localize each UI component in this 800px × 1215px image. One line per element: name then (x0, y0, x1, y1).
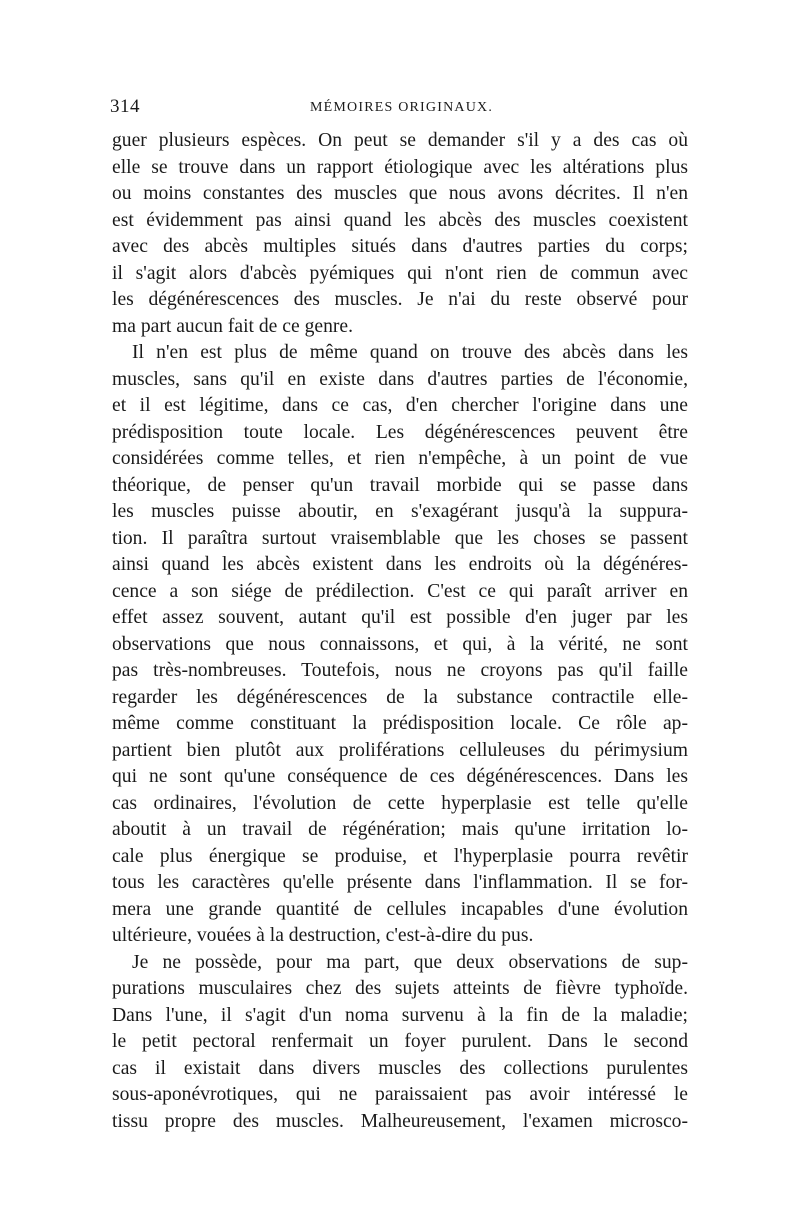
text-line: muscles, sans qu'il en existe dans d'autres parties de l'économie, (112, 368, 688, 390)
text-line: prédisposition toute locale. Les dégénérescences peuvent être (112, 421, 688, 443)
text-line: cence a son siége de prédilection. C'est ce qui paraît arriver en (112, 580, 688, 602)
running-title: MÉMOIRES ORIGINAUX. (310, 100, 494, 115)
text-line: considérées comme telles, et rien n'empêche, à un point de vue (112, 448, 688, 469)
text-line: cas ordinaires, l'évolution de cette hyperplasie est telle qu'elle (112, 792, 688, 814)
text-line: même comme constituant la prédisposition locale. Ce rôle ap- (112, 713, 688, 734)
text-line: Je ne possède, pour ma part, que deux observations de sup- (132, 951, 688, 973)
text-line: ultérieure, vouées à la destruction, c'est-à-dire du pus. (112, 925, 534, 946)
text-line: tissu propre des muscles. Malheureusement, l'examen microsco- (112, 1110, 688, 1132)
text-line: cas il existait dans divers muscles des collections purulentes (112, 1057, 688, 1079)
text-line: tous les caractères qu'elle présente dans l'inflammation. Il se for- (112, 872, 688, 893)
text-line: et il est légitime, dans ce cas, d'en chercher l'origine dans une (112, 395, 688, 416)
text-line: théorique, de penser qu'un travail morbide qui se passe dans (112, 474, 688, 496)
text-line: Dans l'une, il s'agit d'un noma survenu à la fin de la maladie; (112, 1004, 688, 1026)
text-line: ainsi quand les abcès existent dans les endroits où la dégénéres- (112, 554, 688, 575)
running-head (110, 96, 688, 124)
text-line: observations que nous connaissons, et qui, à la vérité, ne sont (112, 633, 688, 655)
text-line: Il n'en est plus de même quand on trouve des abcès dans les (132, 342, 688, 363)
text-line: sous-aponévrotiques, qui ne paraissaient pas avoir intéressé le (112, 1084, 688, 1105)
text-line: le petit pectoral renfermait un foyer purulent. Dans le second (112, 1031, 688, 1052)
text-line: qui ne sont qu'une conséquence de ces dégénérescences. Dans les (112, 766, 688, 787)
text-line: elle se trouve dans un rapport étiologique avec les altérations plus (112, 156, 688, 178)
text-line: regarder les dégénérescences de la substance contractile elle- (112, 686, 688, 708)
text-line: est évidemment pas ainsi quand les abcès des muscles coexistent (112, 209, 688, 231)
page-number: 314 (110, 96, 140, 117)
text-line: tion. Il paraîtra surtout vraisemblable que les choses se passent (112, 527, 688, 549)
text-line: mera une grande quantité de cellules incapables d'une évolution (112, 898, 688, 920)
text-line: cale plus énergique se produise, et l'hyperplasie pourra revêtir (112, 845, 688, 867)
text-line: guer plusieurs espèces. On peut se demander s'il y a des cas où (112, 130, 688, 151)
text-line: il s'agit alors d'abcès pyémiques qui n'ont rien de commun avec (112, 262, 688, 284)
text-line: avec des abcès multiples situés dans d'autres parties du corps; (112, 236, 688, 257)
text-line: purations musculaires chez des sujets atteints de fièvre typhoïde. (112, 978, 688, 999)
text-line: ma part aucun fait de ce genre. (112, 315, 353, 337)
text-line: aboutit à un travail de régénération; mais qu'une irritation lo- (112, 819, 688, 840)
text-line: pas très-nombreuses. Toutefois, nous ne croyons pas qu'il faille (112, 660, 688, 681)
text-line: effet assez souvent, autant qu'il est possible d'en juger par les (112, 607, 688, 628)
text-line: partient bien plutôt aux proliférations celluleuses du périmysium (112, 739, 688, 761)
body-text (112, 128, 688, 1135)
text-line: ou moins constantes des muscles que nous avons décrites. Il n'en (112, 183, 688, 204)
text-line: les muscles puisse aboutir, en s'exagérant jusqu'à la suppura- (112, 501, 688, 522)
text-line: les dégénérescences des muscles. Je n'ai du reste observé pour (112, 289, 688, 310)
